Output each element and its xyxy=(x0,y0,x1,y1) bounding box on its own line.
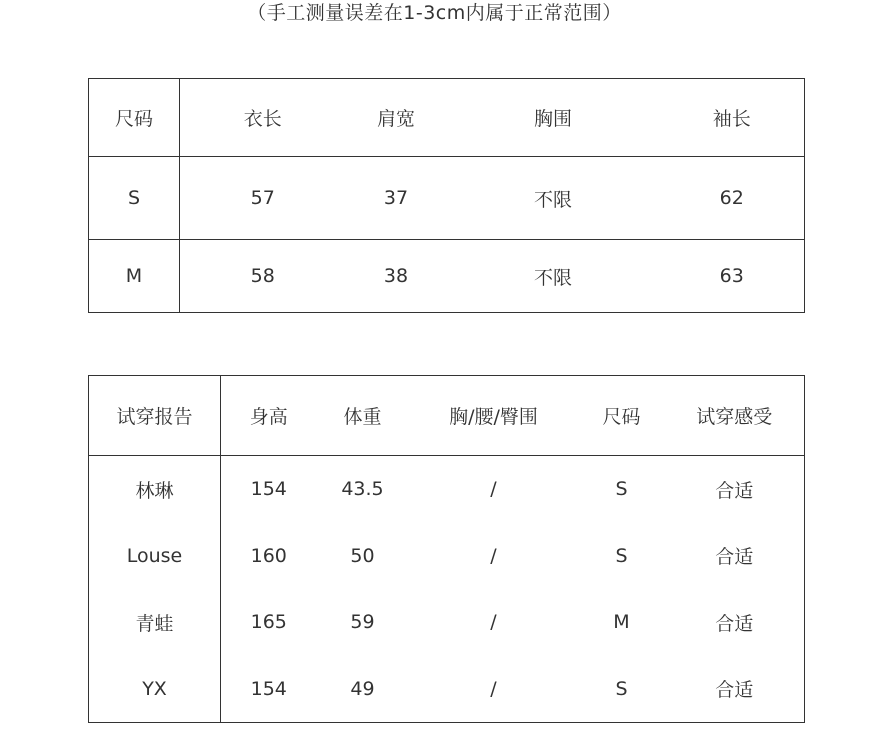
fit-report-table xyxy=(88,375,805,723)
table-cell: 154 xyxy=(250,677,287,700)
table-cell: 青蛙 xyxy=(89,589,221,655)
table-row xyxy=(89,157,805,240)
table-cell: 59 xyxy=(350,611,375,634)
table-cell: YX xyxy=(89,655,221,722)
table-cell: Louse xyxy=(89,522,221,588)
size-header-chest: 胸围 xyxy=(447,79,660,157)
table-cell: M xyxy=(89,240,180,313)
size-chart-table xyxy=(88,78,805,313)
table-cell: 合适 xyxy=(715,679,754,702)
table-cell: 62 xyxy=(660,157,805,240)
table-cell: S xyxy=(89,157,180,240)
table-cell: 合适 xyxy=(715,546,754,569)
table-cell: 165 xyxy=(250,611,287,634)
table-cell: / xyxy=(490,544,497,567)
table-row xyxy=(89,522,805,588)
table-cell: S xyxy=(615,544,628,567)
table-cell: / xyxy=(490,478,497,501)
size-header-length: 衣长 xyxy=(180,79,346,157)
fit-header-size: 尺码 xyxy=(579,376,665,456)
table-cell: 160 xyxy=(250,544,287,567)
table-cell: 58 xyxy=(250,265,275,287)
table-cell: / xyxy=(490,677,497,700)
table-cell: 63 xyxy=(719,265,744,287)
table-cell: 合适 xyxy=(715,612,754,635)
measurement-note: （手工测量误差在1-3cm内属于正常范围） xyxy=(247,2,622,24)
table-cell: S xyxy=(615,478,628,501)
table-cell: 57 xyxy=(180,157,346,240)
fit-table-header-row xyxy=(89,376,805,456)
table-cell: 不限 xyxy=(447,157,660,240)
table-cell: 37 xyxy=(346,157,447,240)
fit-header-measurements: 胸/腰/臀围 xyxy=(409,376,579,456)
fit-header-feeling: 试穿感受 xyxy=(665,376,805,456)
fit-header-weight: 体重 xyxy=(317,376,409,456)
size-header-size: 尺码 xyxy=(89,79,180,157)
table-row xyxy=(89,655,805,722)
size-table-header-row xyxy=(89,79,805,157)
table-cell: M xyxy=(613,611,630,634)
table-cell: 合适 xyxy=(715,479,754,502)
table-row xyxy=(89,240,805,313)
table-cell: 38 xyxy=(383,265,409,287)
table-cell: 不限 xyxy=(533,266,572,289)
table-row xyxy=(89,589,805,655)
fit-header-height: 身高 xyxy=(221,376,317,456)
table-cell: 50 xyxy=(350,544,375,567)
table-cell: 49 xyxy=(350,677,375,700)
size-header-sleeve: 袖长 xyxy=(660,79,805,157)
table-cell: 林琳 xyxy=(89,455,221,522)
size-header-shoulder: 肩宽 xyxy=(346,79,447,157)
table-cell: 154 xyxy=(250,478,287,501)
fit-header-report: 试穿报告 xyxy=(89,376,221,456)
table-row xyxy=(89,455,805,522)
table-cell: / xyxy=(490,611,497,634)
table-cell: S xyxy=(615,677,628,700)
table-cell: 43.5 xyxy=(341,478,384,501)
